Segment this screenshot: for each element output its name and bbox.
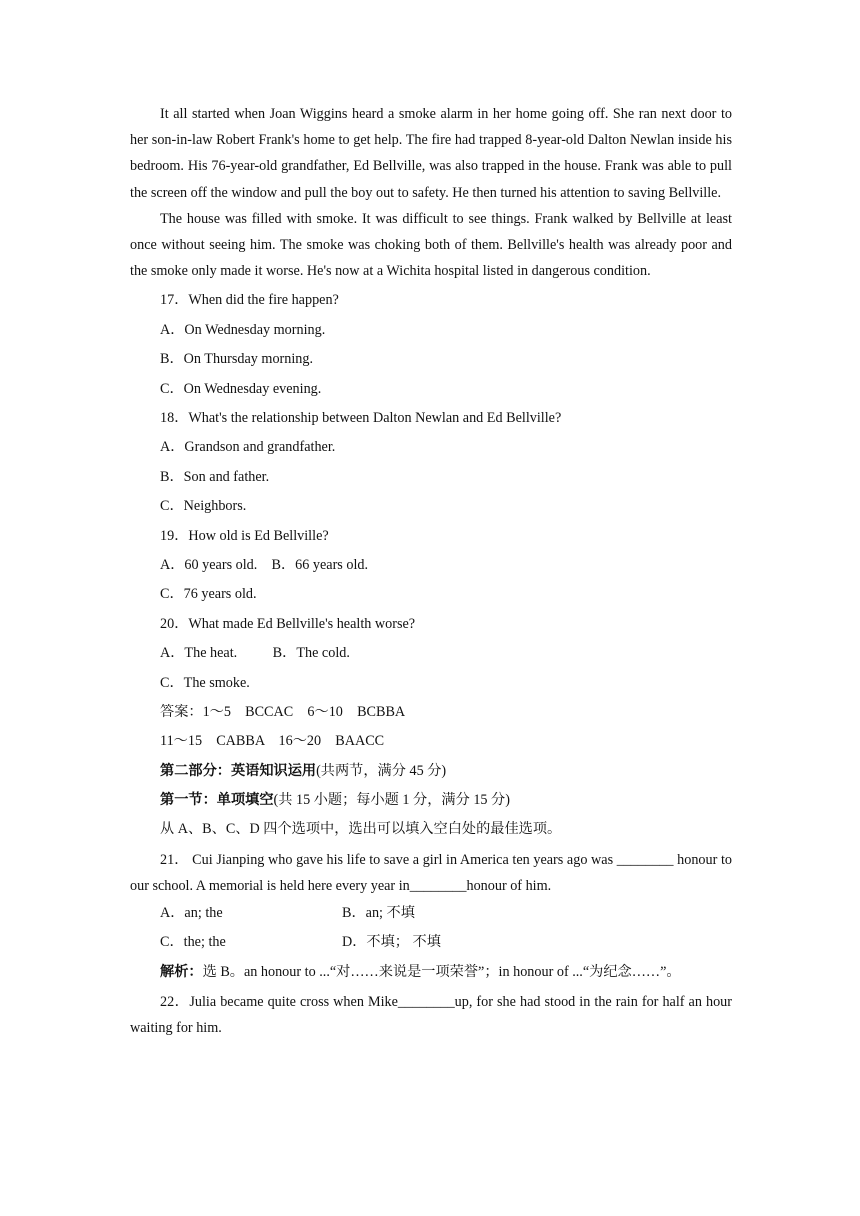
question-21-analysis xyxy=(130,958,732,987)
question-17-stem: 17．When did the fire happen? xyxy=(160,292,339,309)
question-21-stem: 21． Cui Jianping who gave his life to save a girl in America ten years ago was ________ honour to our school. A memorial is held here every year in________honour of him. xyxy=(130,851,732,894)
answer-key-line-2: 11～15 CABBA 16～20 BAACC xyxy=(160,733,385,750)
passage-paragraph-2: The house was filled with smoke. It was difficult to see things. Frank walked by Bellville at least once without seeing him. The smoke was choking both of them. Bellville's health was already poor and the smoke only made it worse. He's now at a Wichita hospital listed in dangerous condition. xyxy=(130,210,732,280)
question-21-options-ab xyxy=(130,899,732,928)
analysis-label: 解析： xyxy=(160,963,203,980)
question-18-stem: 18．What's the relationship between Dalton Newlan and Ed Bellville? xyxy=(160,409,562,426)
section-1-title: 第一节：单项填空 xyxy=(160,792,274,809)
question-21-options-cd xyxy=(130,928,732,957)
question-21-option-a: A．an; the xyxy=(160,904,223,921)
question-18-option-a: A．Grandson and grandfather. xyxy=(160,439,336,456)
question-21-option-b: B．an; 不填 xyxy=(342,904,415,921)
question-21-option-c: C．the; the xyxy=(160,934,226,951)
question-20-option-c: C．The smoke. xyxy=(160,674,250,691)
question-19-stem: 19．How old is Ed Bellville? xyxy=(160,527,329,544)
part-2-title: 第二部分：英语知识运用 xyxy=(160,762,317,779)
question-17-option-c: C．On Wednesday evening. xyxy=(160,380,322,397)
question-19-options-ab: A．60 years old. B．66 years old. xyxy=(160,556,369,573)
question-18-option-c: C．Neighbors. xyxy=(160,498,247,515)
section-1-heading xyxy=(130,786,732,815)
question-21-option-d: D．不填； 不填 xyxy=(342,934,441,951)
part-2-heading xyxy=(130,757,732,786)
question-19-option-c: C．76 years old. xyxy=(160,586,257,603)
question-20-stem: 20．What made Ed Bellville's health worse? xyxy=(160,615,416,632)
passage-paragraph-1: It all started when Joan Wiggins heard a smoke alarm in her home going off. She ran next door to her son-in-law Robert Frank's home to get help. The fire had trapped 8-year-old Dalton Newlan inside his bedroom. His 76-year-old grandfather, Ed Bellville, was also trapped in the house. Frank was able to pull the screen off the window and pull the boy out to safety. He then turned his attention to saving Bellville. xyxy=(130,106,732,201)
question-18-option-b: B．Son and father. xyxy=(160,468,270,485)
section-1-note: (共 15 小题；每小题 1 分，满分 15 分) xyxy=(273,792,510,809)
question-17-option-a: A．On Wednesday morning. xyxy=(160,321,326,338)
question-22-stem: 22．Julia became quite cross when Mike________up, for she had stood in the rain for half an hour waiting for him. xyxy=(130,994,732,1037)
analysis-text: 选 B。an honour to ...“对……来说是一项荣誉”；in honour of ...“为纪念……”。 xyxy=(202,963,681,980)
part-2-note: (共两节，满分 45 分) xyxy=(316,762,447,779)
answer-key-line-1: 答案：1～5 BCCAC 6～10 BCBBA xyxy=(160,703,406,720)
question-20-options-ab: A．The heat. B．The cold. xyxy=(160,645,350,662)
page-content xyxy=(130,101,732,1041)
section-instruction: 从 A、B、C、D 四个选项中，选出可以填入空白处的最佳选项。 xyxy=(160,821,562,838)
question-17-option-b: B．On Thursday morning. xyxy=(160,351,314,368)
